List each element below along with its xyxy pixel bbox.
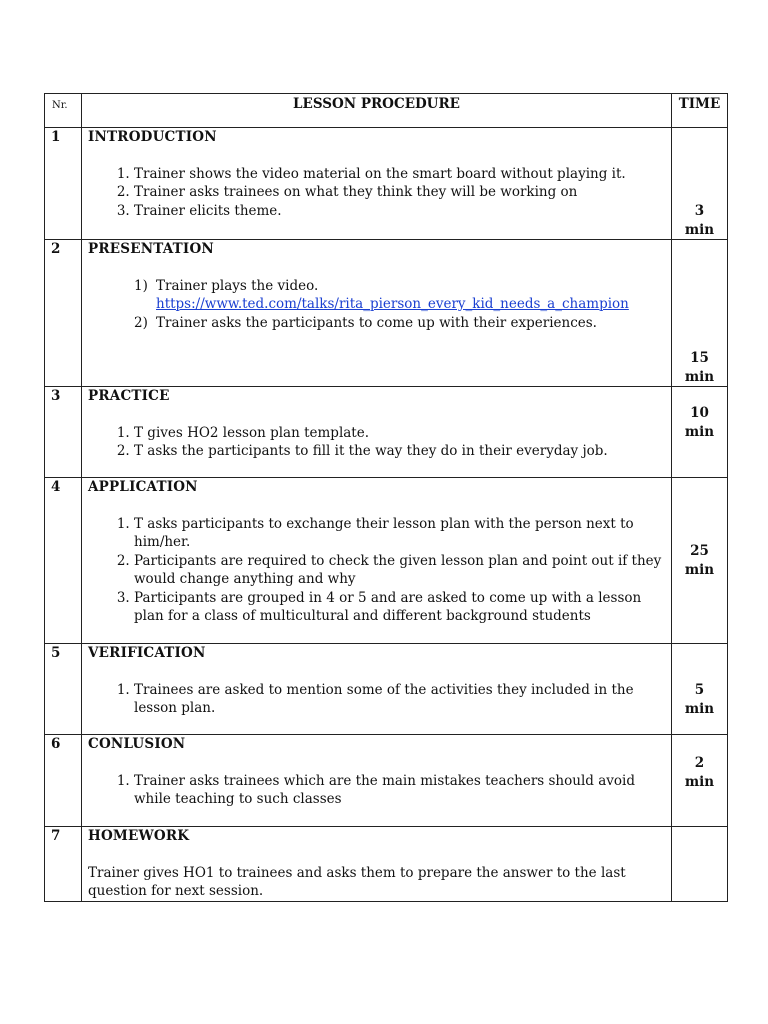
- time-value: 25: [690, 543, 709, 559]
- time-unit: min: [684, 368, 715, 385]
- row-number: 2: [45, 240, 82, 387]
- row-number: 5: [45, 644, 82, 735]
- video-link[interactable]: https://www.ted.com/talks/rita_pierson_every_kid_needs_a_champion: [156, 296, 629, 312]
- table-row: [45, 827, 728, 902]
- list-item: 2. Participants are required to check the given lesson plan and point out if they would change anything and why: [134, 552, 667, 589]
- row-title: APPLICATION: [88, 479, 198, 495]
- row-title: INTRODUCTION: [88, 129, 217, 145]
- row-time: [672, 478, 728, 644]
- list-item: 1. T asks participants to exchange their lesson plan with the person next to him/her.: [134, 515, 667, 552]
- header-lesson-procedure: LESSON PROCEDURE: [82, 94, 672, 128]
- time-value: 15: [690, 350, 709, 366]
- row-time: [672, 240, 728, 387]
- table-row: [45, 735, 728, 827]
- list-item: 1. T gives HO2 lesson plan template.: [134, 424, 667, 443]
- step-list: [88, 424, 667, 461]
- time-value: 2: [694, 755, 705, 771]
- row-time: [672, 735, 728, 827]
- row-time: [672, 827, 728, 902]
- row-title: CONLUSION: [88, 736, 186, 752]
- step-list: [88, 515, 667, 626]
- time-value: 3: [694, 203, 705, 219]
- step-list: [88, 165, 667, 221]
- row-content: [82, 478, 672, 644]
- table-header-row: [45, 94, 728, 128]
- row-title: VERIFICATION: [88, 645, 206, 661]
- table-row: [45, 478, 728, 644]
- row-title: PRESENTATION: [88, 241, 214, 257]
- list-item: 1. Trainees are asked to mention some of the activities they included in the lesson plan.: [134, 681, 667, 718]
- row-number: 1: [45, 128, 82, 240]
- header-time: TIME: [672, 94, 728, 128]
- time-value: 5: [694, 682, 705, 698]
- step-list: [88, 681, 667, 718]
- row-content: [82, 735, 672, 827]
- row-content: [82, 128, 672, 240]
- time-unit: min: [684, 221, 715, 238]
- list-item: 2. T asks the participants to fill it the way they do in their everyday job.: [134, 442, 667, 461]
- row-content: [82, 827, 672, 902]
- header-nr: Nr.: [45, 94, 82, 128]
- list-item: 3. Participants are grouped in 4 or 5 and are asked to come up with a lesson plan for a class of multicultural and different background students: [134, 589, 667, 626]
- row-time: [672, 644, 728, 735]
- list-item: 1. Trainer shows the video material on the smart board without playing it.: [134, 165, 667, 184]
- list-item: [156, 277, 667, 314]
- table-row: [45, 128, 728, 240]
- row-time: [672, 128, 728, 240]
- row-number: 7: [45, 827, 82, 902]
- list-item-text: Trainer plays the video.: [156, 277, 319, 294]
- time-unit: min: [684, 773, 715, 790]
- time-unit: min: [684, 700, 715, 717]
- row-content: [82, 387, 672, 478]
- list-item: 1. Trainer asks trainees which are the main mistakes teachers should avoid while teaching to such classes: [134, 772, 667, 809]
- time-unit: min: [684, 561, 715, 578]
- table-row: [45, 644, 728, 735]
- list-item: Trainer asks the participants to come up with their experiences.: [156, 314, 597, 331]
- time-value: 10: [690, 405, 709, 421]
- lesson-procedure-table: [44, 93, 728, 902]
- step-list: [88, 277, 667, 333]
- homework-text: Trainer gives HO1 to trainees and asks them to prepare the answer to the last question for next session.: [88, 864, 626, 899]
- row-number: 6: [45, 735, 82, 827]
- list-item: 3. Trainer elicits theme.: [134, 202, 667, 221]
- time-unit: min: [684, 423, 715, 440]
- row-content: [82, 240, 672, 387]
- row-time: [672, 387, 728, 478]
- row-content: [82, 644, 672, 735]
- table-row: [45, 240, 728, 387]
- row-title: HOMEWORK: [88, 828, 190, 844]
- row-title: PRACTICE: [88, 388, 170, 404]
- row-number: 3: [45, 387, 82, 478]
- table-row: [45, 387, 728, 478]
- step-list: [88, 772, 667, 809]
- row-number: 4: [45, 478, 82, 644]
- list-item: 2. Trainer asks trainees on what they think they will be working on: [134, 183, 667, 202]
